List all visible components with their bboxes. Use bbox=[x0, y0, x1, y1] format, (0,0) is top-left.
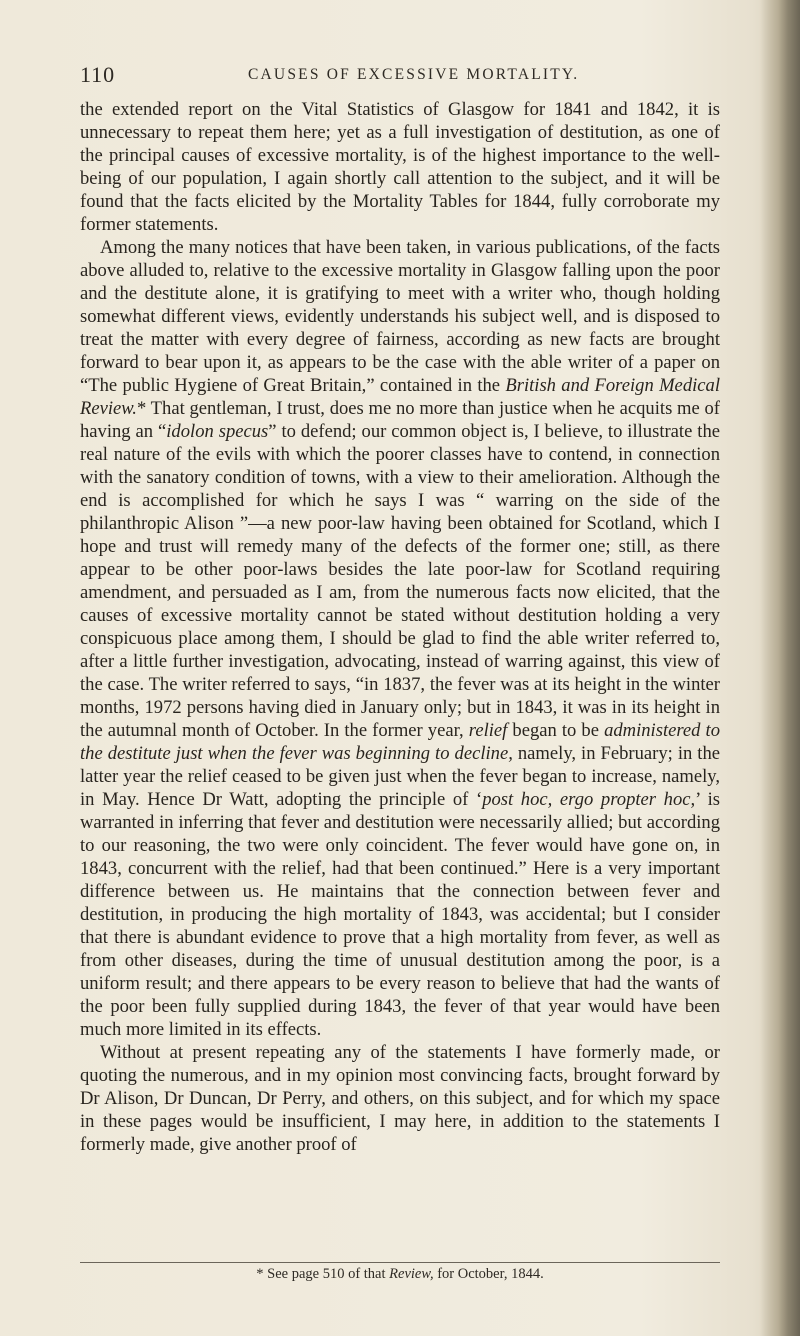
paragraph-2-text-b: That gentleman, I trust, does me no more than justice when he acquits me of having an “ bbox=[80, 398, 720, 442]
review-title: British and Foreign Medical Review. bbox=[80, 375, 720, 419]
paragraph-2-text-d: began to be bbox=[507, 720, 605, 741]
running-head: CAUSES OF EXCESSIVE MORTALITY. bbox=[248, 66, 580, 83]
paragraph-2-text-c: ” to defend; our common object is, I believe, to illustrate the real nature of the evils with which the poorer classes have to contend, in connection with the sanatory condition of towns, with a view to their amelioration. Although the end is accomplished for which he says I was “ warring on the side of the philanthropic Alison ”—a new poor-law having been obtained for Scotland, which I hope and trust will remedy many of the defects of the former one; still, as there appear to be other poor-laws besides the late poor-law for Scotland requiring amendment, and persuaded as I am, from the numerous facts now elicited, that the causes of excessive mortality cannot be stated without destitution holding a very conspicuous place among them, I should be glad to find the able writer referred to, after a little further investigation, advocating, instead of warring against, this view of the case. The writer referred to says, “in 1837, the fever was at its height in the winter months, 1972 persons having died in January only; but in 1843, it was in its height in the autumnal month of October. In the former year, bbox=[80, 421, 720, 741]
latin-phrase-post-hoc: post hoc, ergo propter hoc, bbox=[482, 789, 696, 810]
paragraph-1-text: the extended report on the Vital Statistics of Glasgow for 1841 and 1842, it is unnecessary to repeat them here; yet as a full investigation of destitution, as one of the principal causes of excessive mortality, is of the highest importance to the well-being of our population, I again shortly call attention to the subject, and it will be found that the facts elicited by the Mortality Tables for 1844, fully corroborate my former statements. bbox=[80, 99, 720, 235]
italic-relief: relief bbox=[468, 720, 508, 741]
body-text bbox=[80, 98, 720, 1156]
footnote-text-prefix: See page 510 of that bbox=[263, 1266, 390, 1282]
paragraph-3-text: Without at present repeating any of the statements I have formerly made, or quoting the numerous, and in my opinion most convincing facts, brought forward by Dr Alison, Dr Duncan, Dr Perry, and others, on this subject, and for which my space in these pages would be insufficient, I may here, in addition to the statements I formerly made, give another proof of bbox=[80, 1042, 720, 1155]
page-header bbox=[80, 62, 700, 92]
footnote-mark: * bbox=[256, 1266, 264, 1282]
latin-phrase-idolon: idolon specus bbox=[166, 421, 269, 442]
paragraph-2-text-e: namely, in February; in the latter year the relief ceased to be given just when the fever began to increase, namely, in May. Hence Dr Watt, adopting the principle of ‘ bbox=[80, 743, 721, 810]
book-spine-shadow bbox=[760, 0, 800, 1336]
paragraph-2 bbox=[80, 236, 720, 1041]
paragraph-3 bbox=[80, 1041, 720, 1156]
footnote-reference: * bbox=[136, 398, 147, 419]
paragraph-1 bbox=[80, 98, 720, 236]
footnote-rule bbox=[80, 1262, 720, 1263]
footnote bbox=[80, 1266, 720, 1283]
paragraph-2-text-f: ’ is warranted in inferring that fever and destitution were necessarily allied; but according to our reasoning, the two were only coincident. The fever would have gone on, in 1843, concurrent with the relief, had that been continued.” Here is a very important difference between us. He maintains that the connection between fever and destitution, in producing the high mortality of 1843, was accidental; but I consider that there is abundant evidence to prove that a high mortality from fever, as well as from other diseases, during the time of unusual destitution among the poor, is a uniform result; and there appears to be every reason to believe that had the wants of the poor been fully supplied during 1843, the fever of that year would have been much more limited in its effects. bbox=[80, 789, 720, 1040]
footnote-text-suffix: for October, 1844. bbox=[433, 1266, 544, 1282]
paragraph-2-text-a: Among the many notices that have been taken, in various publications, of the facts above alluded to, relative to the excessive mortality in Glasgow falling upon the poor and the destitute alone, it is gratifying to meet with a writer who, though holding somewhat different views, evidently understands his subject well, and is disposed to treat the matter with every degree of fairness, according as new facts are brought forward to bear upon it, as appears to be the case with the able writer of a paper on “The public Hygiene of Great Britain,” contained in the bbox=[80, 237, 720, 396]
footnote-review: Review, bbox=[389, 1266, 434, 1282]
italic-administered: administered to the destitute just when the fever was beginning to decline, bbox=[80, 720, 720, 764]
page-number: 110 bbox=[80, 62, 116, 87]
